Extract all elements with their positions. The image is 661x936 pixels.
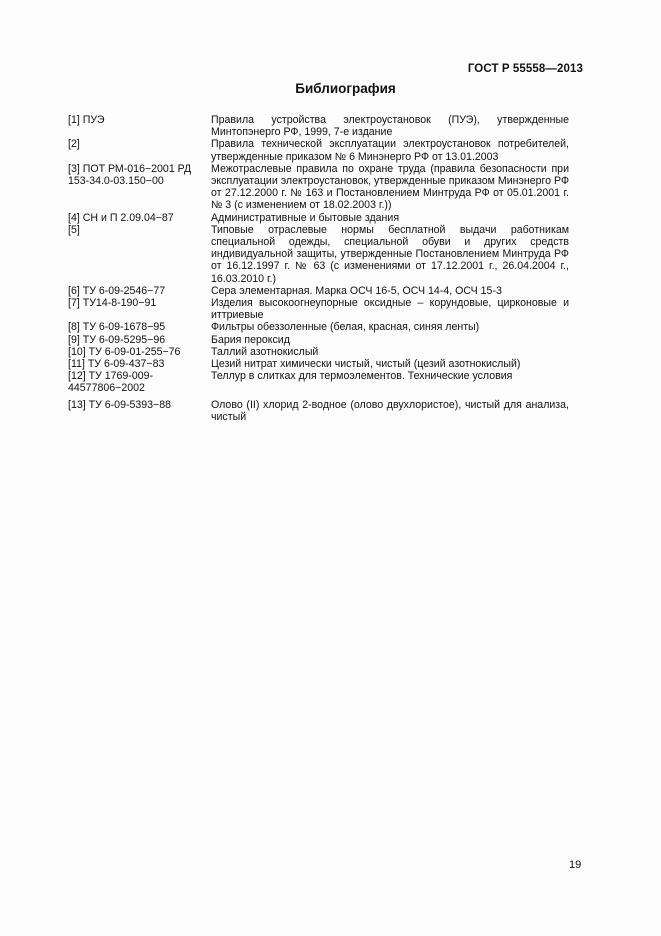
- entry-description: Изделия высокоогнеупорные оксидные – корундовые, цирконовые и иттриевые: [211, 297, 569, 322]
- bibliography-entry-6: [68, 285, 569, 297]
- bibliography-entry-3: [68, 163, 569, 212]
- bibliography-entry-1: [68, 114, 569, 138]
- entry-description: Фильтры обеззоленные (белая, красная, синяя ленты): [211, 321, 480, 334]
- entry-description: Правила технической эксплуатации электроустановок потребителей, утвержденные приказом № 6 Минэнерго РФ от 13.01.2003: [211, 138, 569, 163]
- entry-reference: [13] ТУ 6-09-5393−88: [68, 398, 172, 411]
- bibliography-list: [68, 114, 569, 423]
- bibliography-entry-4: [68, 212, 569, 224]
- entry-reference: [1] ПУЭ: [68, 114, 105, 126]
- entry-reference: [11] ТУ 6-09-437−83: [68, 358, 165, 371]
- entry-description: Административные и бытовые здания: [211, 211, 400, 224]
- entry-description: Цезий нитрат химически чистый, чистый (цезий азотнокислый): [211, 358, 521, 371]
- bibliography-entry-5: [68, 224, 569, 285]
- entry-reference: [5]: [68, 223, 80, 236]
- entry-description: Межотраслевые правила по охране труда (правила безопасности при эксплуатации электроустановок, утвержденные приказом Минэнерго РФ от 27.12.2000 г. № 163 и Постановлением Минтруда РФ от 05.01.2001 г. № 3 (с изменением от 18.02.2003 г.)): [211, 162, 569, 212]
- entry-reference: [7] ТУ14-8-190−91: [68, 297, 157, 310]
- entry-reference: [12] ТУ 1769-009-44577806−2002: [68, 370, 154, 395]
- entry-description: Олово (II) хлорид 2-водное (олово двухлористое), чистый для анализа, чистый: [211, 398, 569, 423]
- bibliography-entry-12: [68, 370, 569, 394]
- standard-code-header: ГОСТ Р 55558—2013: [467, 63, 583, 75]
- page-title: Библиография: [295, 81, 396, 96]
- entry-reference: [3] ПОТ РМ-016−2001 РД 153-34.0-03.150−00: [68, 162, 192, 188]
- bibliography-entry-7: [68, 297, 569, 321]
- entry-description: Типовые отраслевые нормы бесплатной выдачи работникам специальной одежды, специальной обуви и других средств индивидуальной защиты, утвержденные Постановлением Минтруда РФ от 16.12.1997 г. № 63 (с изменениями от 17.12.2001 г., 26.04.2004 г., 16.03.2010 г.): [211, 223, 569, 285]
- bibliography-entry-11: [68, 358, 569, 370]
- entry-reference: [8] ТУ 6-09-1678−95: [68, 321, 166, 334]
- entry-reference: [2]: [68, 138, 80, 151]
- entry-reference: [4] СН и П 2.09.04−87: [68, 211, 174, 224]
- entry-description: Теллур в слитках для термоэлементов. Технические условия: [211, 370, 513, 383]
- bibliography-entry-13: [68, 399, 569, 423]
- bibliography-entry-9: [68, 334, 569, 346]
- entry-reference: [10] ТУ 6-09-01-255−76: [68, 345, 181, 358]
- bibliography-entry-8: [68, 321, 569, 333]
- entry-description: Правила устройства электроустановок (ПУЭ), утвержденные Минтопэнерго РФ, 1999, 7-е издание: [211, 114, 569, 139]
- page-number: 19: [569, 859, 582, 871]
- entry-description: Бария пероксид: [211, 333, 290, 346]
- bibliography-entry-10: [68, 346, 569, 358]
- entry-reference: [9] ТУ 6-09-5295−96: [68, 333, 166, 346]
- entry-description: Сера элементарная. Марка ОСЧ 16-5, ОСЧ 14-4, ОСЧ 15-3: [211, 284, 502, 297]
- bibliography-entry-2: [68, 138, 569, 162]
- entry-reference: [6] ТУ 6-09-2546−77: [68, 284, 166, 297]
- entry-description: Таллий азотнокислый: [211, 345, 319, 358]
